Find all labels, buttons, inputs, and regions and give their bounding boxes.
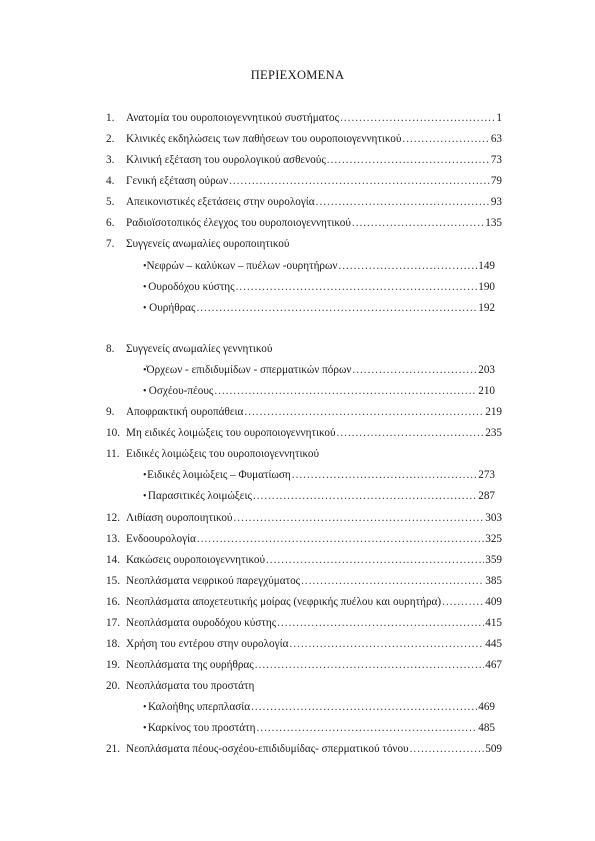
toc-entry bbox=[106, 743, 502, 763]
entry-number: 16. bbox=[106, 596, 120, 608]
dot-leader bbox=[197, 533, 484, 545]
entry-page-number: 149 bbox=[478, 260, 495, 272]
dot-leader bbox=[256, 722, 477, 734]
bullet-icon: • bbox=[143, 261, 147, 272]
entry-title: Αποφρακτική ουροπάθεια bbox=[126, 406, 244, 418]
toc-entry bbox=[106, 196, 502, 216]
entry-title: Καλοήθης υπερπλασία bbox=[147, 701, 251, 713]
entry-number: 19. bbox=[106, 659, 120, 671]
dot-leader bbox=[442, 596, 484, 608]
entry-title: Καρκίνος του προστάτη bbox=[147, 722, 256, 734]
toc-subentry bbox=[143, 490, 495, 510]
entry-number: 21. bbox=[106, 743, 120, 755]
toc-entry bbox=[106, 175, 502, 195]
dot-leader bbox=[337, 427, 485, 439]
entry-title: Ειδικές λοιμώξεις – Φυματίωση bbox=[147, 469, 291, 481]
entry-page-number: 509 bbox=[485, 743, 502, 755]
toc-entry bbox=[106, 406, 502, 426]
entry-page-number: 203 bbox=[478, 364, 495, 376]
bullet-icon: • bbox=[143, 702, 147, 713]
dot-leader bbox=[266, 554, 484, 566]
dot-leader bbox=[229, 175, 490, 187]
dot-leader bbox=[289, 638, 484, 650]
dot-leader bbox=[292, 469, 477, 481]
entry-number: 15. bbox=[106, 575, 120, 587]
dot-leader bbox=[316, 196, 490, 208]
toc-subentry bbox=[143, 364, 495, 384]
toc-entry bbox=[106, 154, 502, 174]
entry-number: 20. bbox=[106, 680, 120, 692]
entry-page-number: 273 bbox=[478, 469, 495, 481]
dot-leader bbox=[340, 112, 495, 124]
entry-title: Κλινική εξέταση του ουρολογικού ασθενούς bbox=[126, 154, 326, 166]
entry-page-number: 415 bbox=[485, 617, 502, 629]
toc-entry bbox=[106, 575, 502, 595]
entry-page-number: 192 bbox=[478, 302, 495, 314]
entry-title: Συγγενείς ανωμαλίες ουροποιητικού bbox=[126, 238, 290, 250]
entry-page-number: 303 bbox=[485, 512, 502, 524]
entry-number: 17. bbox=[106, 617, 120, 629]
entry-page-number: 467 bbox=[485, 659, 502, 671]
entry-title: Ουροδόχου κύστης bbox=[148, 281, 235, 293]
entry-page-number: 469 bbox=[478, 701, 495, 713]
entry-title: Νεφρών – καλύκων – πυέλων -ουρητήρων bbox=[146, 260, 338, 272]
entry-title: Νεοπλάσματα αποχετευτικής μοίρας (νεφρικής πυέλου και ουρητήρα) bbox=[126, 596, 442, 608]
entry-page-number: 485 bbox=[478, 722, 495, 734]
entry-page-number: 385 bbox=[485, 575, 502, 587]
entry-title: Κακώσεις ουροποιογεννητικού bbox=[126, 554, 265, 566]
dot-leader bbox=[251, 701, 477, 713]
toc-entry bbox=[106, 680, 502, 700]
toc-entry bbox=[106, 617, 502, 637]
entry-title: Νεοπλάσματα νεφρικού παρεγχύματος bbox=[126, 575, 301, 587]
entry-title: Νεοπλάσματα πέους-οσχέου-επιδιδυμίδας- σπερματικού τόνου bbox=[126, 743, 409, 755]
toc-entry bbox=[106, 554, 502, 574]
entry-page-number: 359 bbox=[485, 554, 502, 566]
toc-subentry bbox=[143, 469, 495, 489]
entry-title: Παρασιτικές λοιμώξεις bbox=[147, 490, 252, 502]
entry-title: Λιθίαση ουροποιητικού bbox=[126, 512, 233, 524]
bullet-icon: • bbox=[143, 723, 147, 734]
dot-leader bbox=[277, 617, 484, 629]
dot-leader bbox=[233, 512, 484, 524]
dot-leader bbox=[301, 575, 484, 587]
entry-number: 13. bbox=[106, 533, 120, 545]
entry-page-number: 93 bbox=[490, 196, 502, 208]
entry-title: Συγγενείς ανωμαλίες γεννητικού bbox=[126, 343, 273, 355]
dot-leader bbox=[327, 154, 490, 166]
entry-page-number: 73 bbox=[490, 154, 502, 166]
dot-leader bbox=[352, 217, 484, 229]
entry-page-number: 445 bbox=[485, 638, 502, 650]
entry-number: 6. bbox=[106, 217, 115, 229]
toc-subentry bbox=[143, 281, 495, 301]
entry-page-number: 210 bbox=[478, 385, 495, 397]
entry-title: Κλινικές εκδηλώσεις των παθήσεων του ουροποιογεννητικού bbox=[126, 133, 402, 145]
entry-number: 8. bbox=[106, 343, 115, 355]
entry-number: 18. bbox=[106, 638, 120, 650]
bullet-icon: • bbox=[143, 303, 147, 314]
entry-title: Ραδιοϊσοτοπικός έλεγχος του ουροποιογεννητικού bbox=[126, 217, 351, 229]
toc-subentry bbox=[143, 385, 495, 405]
toc-entry bbox=[106, 427, 502, 447]
toc-entry bbox=[106, 448, 502, 468]
bullet-icon: • bbox=[143, 386, 147, 397]
entry-page-number: 1 bbox=[496, 112, 502, 124]
toc-entry bbox=[106, 638, 502, 658]
entry-title: Οσχέου-πέους bbox=[148, 385, 214, 397]
entry-title: Νεοπλάσματα της ουρήθρας bbox=[126, 659, 254, 671]
entry-page-number: 287 bbox=[478, 490, 495, 502]
dot-leader bbox=[352, 364, 477, 376]
toc-entry bbox=[106, 112, 502, 132]
toc-entry bbox=[106, 343, 502, 363]
bullet-icon: • bbox=[143, 282, 147, 293]
entry-number: 10. bbox=[106, 427, 120, 439]
toc-entry bbox=[106, 512, 502, 532]
toc-entry bbox=[106, 217, 502, 237]
toc-entry bbox=[106, 133, 502, 153]
entry-number: 7. bbox=[106, 238, 115, 250]
entry-title: Γενική εξέταση ούρων bbox=[126, 175, 229, 187]
entry-title: Ανατομία του ουροποιογεννητικού συστήματος bbox=[126, 112, 340, 124]
toc-subentry bbox=[143, 722, 495, 742]
entry-title: Απεικονιστικές εξετάσεις στην ουρολογία bbox=[126, 196, 315, 208]
entry-page-number: 235 bbox=[485, 427, 502, 439]
dot-leader bbox=[255, 659, 484, 671]
toc-entry bbox=[106, 238, 502, 258]
entry-page-number: 135 bbox=[485, 217, 502, 229]
entry-page-number: 190 bbox=[478, 281, 495, 293]
entry-number: 4. bbox=[106, 175, 115, 187]
dot-leader bbox=[253, 490, 477, 502]
toc-subentry bbox=[143, 302, 495, 322]
toc-subentry bbox=[143, 701, 495, 721]
entry-title: Νεοπλάσματα του προστάτη bbox=[126, 680, 255, 692]
dot-leader bbox=[196, 302, 477, 314]
toc-entry bbox=[106, 533, 502, 553]
bullet-icon: • bbox=[143, 365, 147, 376]
toc-entry bbox=[106, 659, 502, 679]
toc-entry bbox=[106, 596, 502, 616]
entry-title: Μη ειδικές λοιμώξεις του ουροποιογεννητικού bbox=[126, 427, 336, 439]
dot-leader bbox=[236, 281, 478, 293]
entry-page-number: 79 bbox=[490, 175, 502, 187]
entry-title: Ειδικές λοιμώξεις του ουροποιογεννητικού bbox=[126, 448, 320, 460]
entry-number: 11. bbox=[106, 448, 120, 460]
page-title: ΠΕΡΙΕΧΟΜΕΝΑ bbox=[250, 68, 345, 82]
entry-number: 3. bbox=[106, 154, 115, 166]
entry-number: 9. bbox=[106, 406, 115, 418]
entry-number: 5. bbox=[106, 196, 115, 208]
bullet-icon: • bbox=[143, 491, 147, 502]
entry-page-number: 63 bbox=[490, 133, 502, 145]
entry-title: Χρήση του εντέρου στην ουρολογία bbox=[126, 638, 289, 650]
entry-number: 2. bbox=[106, 133, 115, 145]
entry-title: Όρχεων - επιδιδυμίδων - σπερματικών πόρων bbox=[146, 364, 352, 376]
entry-page-number: 219 bbox=[485, 406, 502, 418]
entry-title: Νεοπλάσματα ουροδόχου κύστης bbox=[126, 617, 277, 629]
toc-subentry bbox=[143, 260, 495, 280]
entry-title: Ενδοουρολογία bbox=[126, 533, 196, 545]
entry-page-number: 409 bbox=[485, 596, 502, 608]
entry-page-number: 325 bbox=[485, 533, 502, 545]
dot-leader bbox=[214, 385, 477, 397]
dot-leader bbox=[402, 133, 489, 145]
bullet-icon: • bbox=[143, 470, 147, 481]
dot-leader bbox=[410, 743, 485, 755]
entry-title: Ουρήθρας bbox=[149, 302, 196, 314]
dot-leader bbox=[244, 406, 484, 418]
entry-number: 1. bbox=[106, 112, 115, 124]
entry-number: 14. bbox=[106, 554, 120, 566]
entry-number: 12. bbox=[106, 512, 120, 524]
dot-leader bbox=[338, 260, 477, 272]
